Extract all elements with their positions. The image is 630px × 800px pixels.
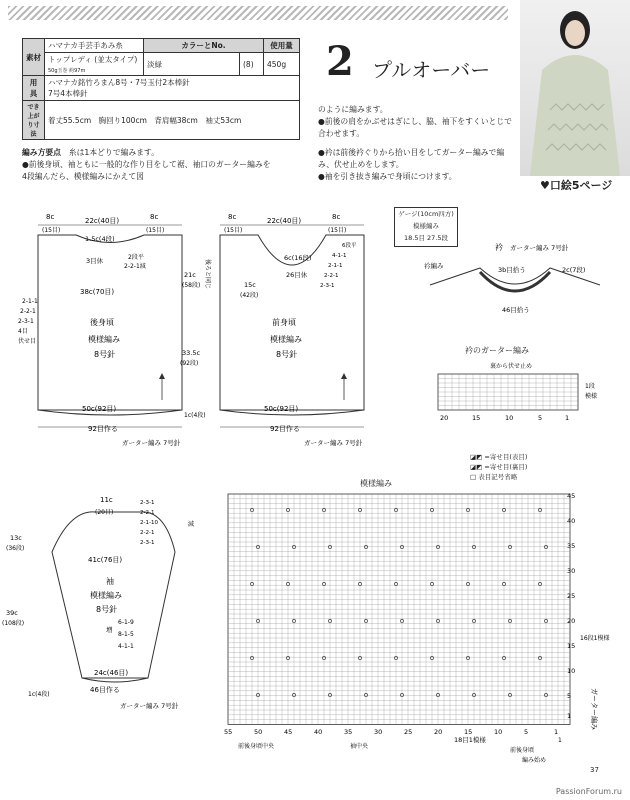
back-neck-depth: 1.5c(4段)	[85, 235, 115, 243]
front-title: 前身頃	[272, 318, 296, 327]
method-title: 編み方要点	[22, 148, 61, 157]
sleeve-top: 11c	[100, 496, 113, 504]
sleeve-needle: 8号針	[96, 605, 118, 614]
front-border: ガーター編み 7号針	[304, 439, 363, 447]
pattern-start: 編み始め	[522, 757, 547, 764]
collar-axis-2: 10	[505, 414, 514, 422]
sleeve-inc-0: 6-1-9	[118, 619, 134, 626]
sleeve-cuff-h: 1c(4段)	[28, 691, 50, 698]
front-side-rows: (42段)	[240, 292, 259, 299]
front-same-back: 後ろと同じ	[204, 259, 211, 290]
pattern-edge: 1	[558, 737, 562, 744]
color-no: (8)	[240, 53, 264, 76]
front-neck-dec-3: 2-2-1	[324, 273, 339, 279]
sleeve-title: 袖	[106, 577, 114, 586]
front-cast-on: 92目作る	[270, 425, 300, 433]
pattern-repeat-stitches: 18目1模様	[454, 736, 486, 744]
pattern-bottom-0: 55	[224, 728, 233, 736]
pattern-bottom-5: 30	[374, 728, 383, 736]
back-bind-off: 伏せ目	[18, 338, 37, 345]
collar-neck-pick: 3b目拾う	[498, 266, 526, 274]
gauge-title: ゲージ(10cm四方)	[398, 210, 454, 218]
amount: 450g	[264, 53, 300, 76]
collar-side-1: 模様	[585, 393, 598, 400]
back-cast-on: 92目作る	[88, 425, 118, 433]
gauge-pattern: 模様編み	[413, 222, 439, 230]
decorative-header-border	[8, 6, 508, 20]
pattern-sleeve-center: 袖中央	[350, 743, 369, 750]
legend-icon-box: □	[470, 473, 477, 481]
pattern-chart	[222, 490, 622, 770]
sleeve-top-dec-2: 2-1-10	[140, 520, 158, 526]
color-name: 淡緑	[144, 53, 240, 76]
pattern-front-back-center: 前後身頃中央	[238, 743, 275, 750]
collar-side-0: 1段	[585, 383, 595, 390]
pattern-repeat-rows: 16段1模様	[580, 635, 610, 642]
sleeve-width: 41c(76目)	[88, 556, 123, 564]
back-neck-dec2: 2-2-1減	[124, 263, 146, 270]
method-line-0: 糸は1本どりで編みます。	[68, 148, 159, 157]
pattern-bottom-2: 45	[284, 728, 293, 736]
material-label: 素材	[23, 39, 45, 76]
method-line-3: ●袖を引き抜き編みで身頃につけます。	[318, 172, 457, 181]
front-needle: 8号針	[276, 350, 298, 359]
front-shoulder-left: 8c	[228, 213, 237, 221]
pattern-right-9: 1	[567, 712, 572, 720]
front-pattern: 模様編み	[270, 335, 302, 344]
sleeve-inc-label: 増	[106, 626, 113, 634]
tools-label: 用 具	[23, 76, 45, 101]
front-neck-dec-4: 2-3-1	[320, 283, 335, 289]
sleeve-pattern: 模様編み	[90, 591, 122, 600]
collar-axis-3: 5	[538, 414, 543, 422]
collar-axis-4: 1	[565, 414, 570, 422]
collar-chart	[420, 358, 610, 428]
yarn-name-cell	[45, 53, 144, 76]
back-arm-dec-0: 2-1-1	[22, 298, 38, 305]
front-length-rows: (92段)	[180, 360, 199, 367]
sleeve-cap-h: 13c	[10, 534, 22, 542]
back-shoulder-right-rows: (15目)	[146, 227, 165, 234]
intro-line-1: のように編みます。	[318, 105, 388, 114]
sleeve-border: ガーター編み 7号針	[120, 702, 179, 710]
yarn-name: トップレディ	[48, 55, 92, 64]
materials-table	[22, 38, 300, 140]
collar-title: 衿	[495, 243, 503, 252]
pattern-bottom-7: 20	[434, 728, 443, 736]
sleeve-length-rows: (108段)	[2, 620, 25, 627]
photo-page-ref: ♥口絵5ページ	[540, 179, 613, 192]
sleeve-top-rows: (20目)	[95, 509, 114, 516]
front-armhole-rows: (58段)	[182, 282, 201, 289]
front-neck-bind: 6c(16段)	[284, 254, 312, 262]
pattern-legend	[470, 452, 527, 482]
back-shoulder-left: 8c	[46, 213, 55, 221]
sleeve-top-dec-3: 2-2-1	[140, 530, 155, 536]
pattern-right-6: 15	[567, 642, 576, 650]
front-neck-rest: 26目休	[286, 271, 308, 279]
back-shoulder-left-rows: (15目)	[42, 227, 61, 234]
back-pattern: 模様編み	[88, 335, 120, 344]
pattern-title: プルオーバー	[372, 58, 491, 82]
front-neck-dec-0: 6段平	[342, 243, 357, 249]
back-arm-dec-2: 2-3-1	[18, 318, 34, 325]
collar-diagram	[420, 240, 610, 330]
back-neck: 22c(40目)	[85, 217, 120, 225]
sleeve-cap-rows: (36段)	[6, 545, 25, 552]
pattern-right-4: 25	[567, 592, 576, 600]
collar-front-pick: 46目拾う	[502, 306, 530, 314]
legend-icon-purl: ◪◩	[470, 463, 483, 471]
pattern-right-0: 45	[567, 492, 576, 500]
sleeve-top-dec-1: 2-2-1	[140, 510, 155, 516]
method-left	[22, 147, 272, 183]
intro-line-2: ●前後の肩をかぶせはぎにし、脇、袖下をすくいとじで合わせます。	[318, 117, 512, 138]
legend-3: 表目記号省略	[478, 473, 518, 481]
pattern-bottom-8: 15	[464, 728, 473, 736]
size-label: でき上がり寸法	[23, 101, 45, 140]
pattern-bottom-6: 25	[404, 728, 413, 736]
sleeve-cuff-w: 24c(46目)	[94, 669, 129, 677]
front-border-h: 1c(4段)	[184, 412, 206, 419]
back-arm-dec-3: 4目	[18, 328, 28, 335]
pattern-bottom-1: 50	[254, 728, 263, 736]
back-neck-bind: 3目休	[86, 257, 104, 265]
sleeve-inc-1: 8-1-5	[118, 631, 134, 638]
pattern-bottom-9: 10	[494, 728, 503, 736]
front-side: 15c	[244, 281, 256, 289]
legend-icon-knit: ◪◩	[470, 453, 483, 461]
gauge-value: 18.5目 27.5段	[403, 234, 448, 242]
color-header: カラーとNo.	[144, 39, 264, 53]
back-title: 後身頃	[90, 318, 114, 327]
front-width: 50c(92目)	[264, 405, 299, 413]
front-shoulder-right: 8c	[332, 213, 341, 221]
back-needle: 8号針	[94, 350, 116, 359]
collar-axis-0: 20	[440, 414, 449, 422]
method-line-1: ●前後身頃、袖ともに一般的な作り目をして裾、袖口のガーター編みを4段編んだら、模様編みにかえて図	[22, 160, 271, 181]
back-border: ガーター編み 7号針	[122, 439, 181, 447]
back-armhole: 38c(70目)	[80, 288, 115, 296]
pattern-right-2: 35	[567, 542, 576, 550]
back-neck-dec1: 2段平	[128, 254, 144, 261]
pattern-bottom-10: 5	[524, 728, 529, 736]
pattern-chart-title: 模様編み	[360, 479, 392, 488]
pattern-right-5: 20	[567, 617, 576, 625]
back-shoulder-right: 8c	[150, 213, 159, 221]
yarn-type: (並太タイプ)	[94, 55, 138, 64]
pattern-number: 2	[326, 38, 354, 85]
back-width: 50c(92目)	[82, 405, 117, 413]
method-line-2: ●衿は前後衿ぐりから拾い目をしてガーター編みで編み、伏せ止めをします。	[318, 148, 505, 169]
amount-header: 使用量	[264, 39, 300, 53]
pattern-sleeve-pattern: 前後身頃	[510, 747, 535, 754]
front-armhole-depth: 21c	[184, 271, 196, 279]
method-right	[318, 147, 518, 183]
yarn-brand: ハマナカ手芸手あみ糸	[45, 39, 144, 53]
collar-chart-note: 裏から伏せ止め	[490, 363, 533, 370]
pattern-right-8: 5	[567, 692, 572, 700]
pattern-bottom-4: 35	[344, 728, 353, 736]
back-arm-dec-1: 2-2-1	[20, 308, 36, 315]
tools-line-2: 7号4本棒針	[48, 89, 88, 98]
sleeve-top-dec-0: 2-3-1	[140, 500, 155, 506]
legend-2: =寄せ目(裏目)	[484, 463, 528, 471]
back-body-diagram	[10, 205, 210, 455]
pattern-right-7: 10	[567, 667, 576, 675]
sleeve-cast-on: 46目作る	[90, 686, 120, 694]
sleeve-top-dec-4: 2-3-1	[140, 540, 155, 546]
front-neck-dec-2: 2-1-1	[328, 263, 343, 269]
collar-height: 2c(7段)	[562, 266, 586, 274]
front-body-diagram	[180, 205, 392, 455]
pattern-right-1: 40	[567, 517, 576, 525]
sleeve-diagram	[0, 490, 210, 730]
tools-value	[45, 76, 300, 101]
collar-method: ガーター編み 7号針	[510, 244, 569, 252]
yarn-spec: 50g玉巻 約97m	[48, 68, 86, 74]
collar-chart-title: 衿のガーター編み	[465, 346, 529, 355]
size-value: 着丈55.5cm 胸回り100cm 背肩幅38cm 袖丈53cm	[45, 101, 300, 140]
front-neck-dec-1: 4-1-1	[332, 253, 347, 259]
sleeve-length: 39c	[6, 609, 18, 617]
front-length: 33.5c	[182, 349, 201, 357]
pattern-bottom-3: 40	[314, 728, 323, 736]
front-neck: 22c(40目)	[267, 217, 302, 225]
collar-axis-1: 15	[472, 414, 481, 422]
legend-1: =寄せ目(表目)	[484, 453, 528, 461]
collar-neck-left: 衿編み	[424, 262, 444, 270]
pattern-border-label: ガーター編み	[590, 688, 598, 730]
page-number: 37	[590, 766, 599, 774]
tools-line-1: ハマナカ銘竹ろまん8号・7号玉付2本棒針	[48, 78, 190, 87]
pattern-right-3: 30	[567, 567, 576, 575]
sleeve-dec-label: 減	[188, 521, 195, 528]
front-shoulder-left-rows: (15目)	[224, 227, 243, 234]
front-shoulder-right-rows: (15目)	[328, 227, 347, 234]
pattern-bottom-11: 1	[554, 728, 559, 736]
intro-text	[318, 104, 518, 140]
watermark: PassionForum.ru	[555, 787, 622, 796]
sleeve-inc-2: 4-1-1	[118, 643, 134, 650]
model-photo	[520, 0, 630, 176]
